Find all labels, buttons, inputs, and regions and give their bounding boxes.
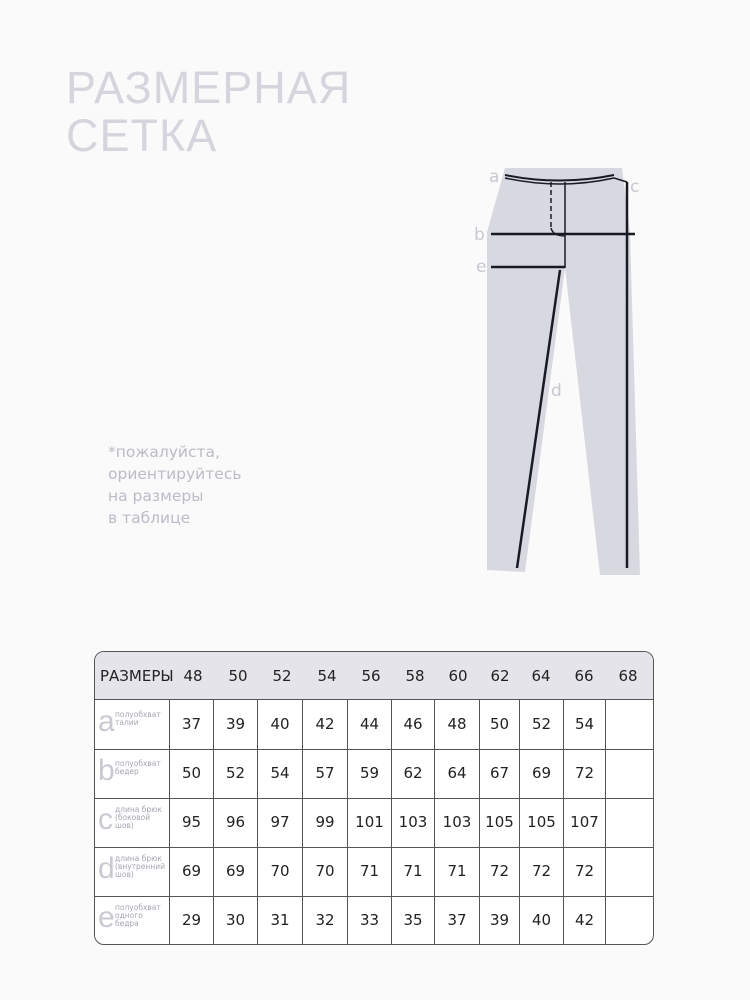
- size-header-cell: 56: [361, 667, 381, 685]
- row-description: [115, 904, 161, 928]
- table-row: [95, 749, 653, 798]
- desc-line: шов): [115, 821, 134, 830]
- label-d: d: [551, 381, 562, 401]
- size-header-cell: 64: [531, 667, 551, 685]
- row-description: [115, 806, 162, 830]
- table-cell: 64: [435, 749, 480, 798]
- table-cell: 69: [520, 749, 564, 798]
- label-b: b: [474, 225, 485, 245]
- table-cell: 70: [303, 847, 348, 896]
- size-header-cell: 62: [490, 667, 510, 685]
- desc-line: шов): [115, 870, 134, 879]
- row-description: [115, 760, 161, 776]
- row-letter: a: [98, 705, 115, 738]
- table-row: [95, 896, 653, 945]
- table-cell: 54: [564, 700, 606, 749]
- title-line-2: СЕТКА: [66, 110, 218, 161]
- table-cell: 52: [520, 700, 564, 749]
- size-header-cell: 68: [618, 667, 638, 685]
- table-cell: 31: [258, 896, 303, 945]
- table-cell: 54: [258, 749, 303, 798]
- table-cell: 101: [348, 798, 392, 847]
- table-cell: 57: [303, 749, 348, 798]
- desc-line: талии: [115, 718, 139, 727]
- table-cell: [606, 700, 653, 749]
- table-cell: 103: [435, 798, 480, 847]
- table-cell: 48: [435, 700, 480, 749]
- table-cell: 67: [480, 749, 520, 798]
- table-cell: 29: [170, 896, 214, 945]
- table-cell: 72: [480, 847, 520, 896]
- row-letter: d: [98, 852, 115, 885]
- size-header-cell: 60: [448, 667, 468, 685]
- table-cell: 39: [214, 700, 258, 749]
- row-letter: e: [98, 901, 115, 934]
- desc-line: полуобхват: [115, 903, 161, 912]
- title-line-1: РАЗМЕРНАЯ: [66, 62, 352, 113]
- table-cell: 40: [258, 700, 303, 749]
- desc-line: полуобхват: [115, 759, 161, 768]
- size-header-cell: 50: [228, 667, 248, 685]
- table-cell: 37: [435, 896, 480, 945]
- note-line-1: *пожалуйста,: [108, 443, 220, 461]
- table-cell: 97: [258, 798, 303, 847]
- table-cell: 72: [564, 847, 606, 896]
- table-cell: 37: [170, 700, 214, 749]
- desc-line: бедер: [115, 767, 139, 776]
- table-cell: 32: [303, 896, 348, 945]
- table-cell: 69: [170, 847, 214, 896]
- size-header-cell: 54: [317, 667, 337, 685]
- table-cell: 50: [170, 749, 214, 798]
- table-cell: [606, 798, 653, 847]
- size-header-cell: 58: [405, 667, 425, 685]
- row-label: [95, 749, 170, 798]
- desc-line: полуобхват: [115, 710, 161, 719]
- table-cell: [606, 896, 653, 945]
- table-row: [95, 798, 653, 847]
- trousers-diagram: [470, 160, 650, 590]
- table-cell: 96: [214, 798, 258, 847]
- desc-line: (боковой: [115, 813, 151, 822]
- row-description: [115, 711, 161, 727]
- table-cell: 42: [564, 896, 606, 945]
- size-table-header: [95, 652, 653, 700]
- size-table: [94, 651, 654, 945]
- table-cell: 72: [564, 749, 606, 798]
- table-cell: [606, 847, 653, 896]
- row-label: [95, 798, 170, 847]
- desc-line: длина брюк: [115, 805, 162, 814]
- table-cell: 42: [303, 700, 348, 749]
- table-cell: 69: [214, 847, 258, 896]
- table-cell: [606, 749, 653, 798]
- desc-line: одного: [115, 911, 143, 920]
- label-c: c: [630, 177, 640, 197]
- size-header-cell: 66: [574, 667, 594, 685]
- table-cell: 35: [392, 896, 435, 945]
- table-cell: 50: [480, 700, 520, 749]
- table-row: [95, 700, 653, 749]
- table-cell: 72: [520, 847, 564, 896]
- table-cell: 62: [392, 749, 435, 798]
- table-cell: 39: [480, 896, 520, 945]
- note-line-4: в таблице: [108, 509, 191, 527]
- size-header-cell: 52: [272, 667, 292, 685]
- table-cell: 99: [303, 798, 348, 847]
- table-cell: 103: [392, 798, 435, 847]
- table-cell: 44: [348, 700, 392, 749]
- desc-line: (внутренний: [115, 862, 165, 871]
- note-line-3: на размеры: [108, 487, 204, 505]
- size-note: [108, 441, 241, 529]
- size-header-cell: 48: [183, 667, 203, 685]
- row-label: [95, 847, 170, 896]
- sizes-header-label: РАЗМЕРЫ: [100, 667, 174, 685]
- row-label: [95, 700, 170, 749]
- trousers-silhouette: [487, 168, 640, 575]
- table-cell: 107: [564, 798, 606, 847]
- table-cell: 71: [348, 847, 392, 896]
- table-cell: 95: [170, 798, 214, 847]
- table-cell: 71: [435, 847, 480, 896]
- table-cell: 105: [520, 798, 564, 847]
- table-cell: 71: [392, 847, 435, 896]
- table-cell: 59: [348, 749, 392, 798]
- desc-line: длина брюк: [115, 854, 162, 863]
- table-row: [95, 847, 653, 896]
- table-cell: 105: [480, 798, 520, 847]
- row-letter: b: [98, 754, 115, 787]
- row-label: [95, 896, 170, 945]
- table-cell: 40: [520, 896, 564, 945]
- table-cell: 70: [258, 847, 303, 896]
- page-title: [66, 64, 351, 160]
- row-letter: c: [98, 803, 113, 836]
- label-a: a: [489, 167, 500, 187]
- table-cell: 30: [214, 896, 258, 945]
- label-e: e: [476, 257, 487, 277]
- row-description: [115, 855, 165, 879]
- note-line-2: ориентируйтесь: [108, 465, 242, 483]
- desc-line: бедра: [115, 919, 139, 928]
- table-cell: 46: [392, 700, 435, 749]
- table-cell: 52: [214, 749, 258, 798]
- table-cell: 33: [348, 896, 392, 945]
